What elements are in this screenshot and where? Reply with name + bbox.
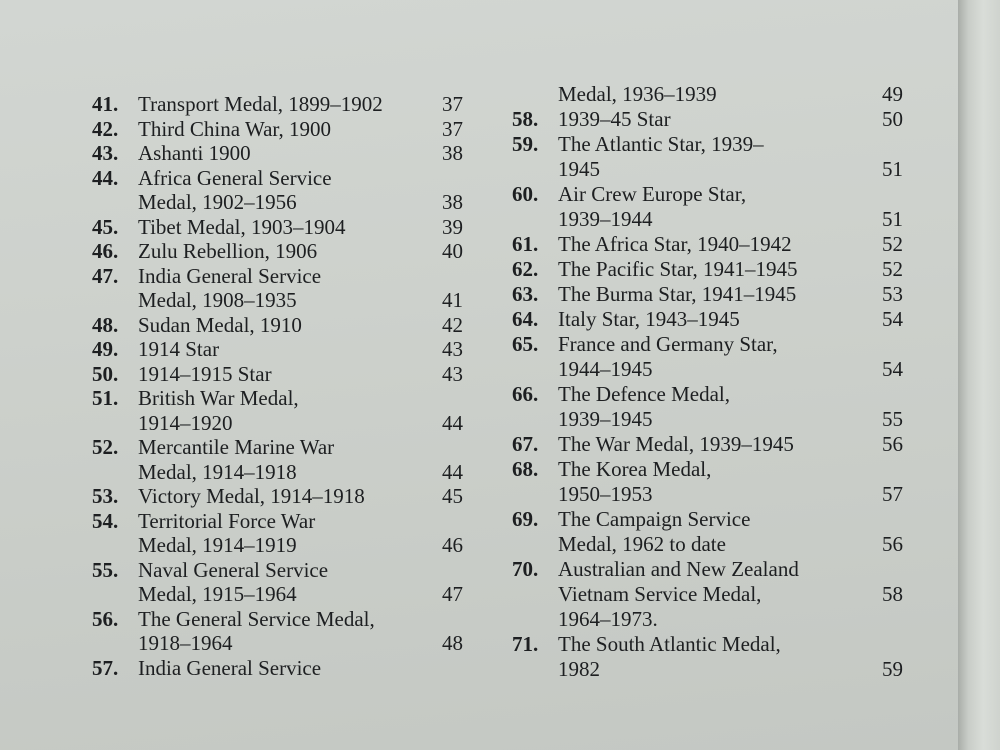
entry-number: 47. [92, 263, 119, 288]
contents-entry [92, 386, 552, 410]
contents-entry [512, 157, 972, 181]
contents-entry [512, 82, 972, 106]
contents-entry [512, 457, 972, 481]
entry-title: 1939–1944 [558, 207, 653, 231]
contents-entry [92, 141, 552, 165]
entry-page-number: 44 [442, 459, 463, 484]
entry-number: 50. [92, 361, 119, 386]
contents-entry [92, 362, 552, 386]
contents-entry [92, 264, 552, 288]
entry-title: Victory Medal, 1914–1918 [138, 484, 365, 508]
entry-page-number: 37 [442, 116, 463, 141]
contents-entry [512, 282, 972, 306]
contents-entry [92, 239, 552, 263]
contents-entry [512, 132, 972, 156]
contents-entry [512, 207, 972, 231]
entry-number: 63. [512, 282, 539, 306]
entry-page-number: 38 [442, 190, 463, 214]
contents-entry [92, 509, 552, 533]
entry-page-number: 53 [882, 282, 903, 306]
entry-number: 52. [92, 435, 119, 459]
contents-entry [512, 107, 972, 131]
entry-title: British War Medal, [138, 386, 299, 410]
contents-entry [92, 656, 552, 680]
entry-page-number: 40 [442, 239, 463, 263]
entry-page-number: 56 [882, 432, 903, 456]
entry-title: Tibet Medal, 1903–1904 [138, 214, 346, 239]
contents-entry [92, 533, 552, 557]
entry-title: The South Atlantic Medal, [558, 632, 781, 656]
entry-title: 1918–1964 [138, 631, 233, 655]
entry-title: Vietnam Service Medal, [558, 582, 762, 606]
contents-entry [512, 607, 972, 631]
contents-entry [92, 288, 552, 312]
entry-number: 51. [92, 386, 119, 410]
entry-number: 46. [92, 239, 119, 263]
contents-entry [92, 411, 552, 435]
entry-number: 68. [512, 457, 539, 481]
contents-entry [512, 582, 972, 606]
entry-title: 1914 Star [138, 337, 220, 361]
entry-page-number: 48 [442, 631, 463, 655]
contents-entry [512, 432, 972, 456]
contents-entry [92, 215, 552, 239]
entry-title: 1914–1915 Star [138, 361, 272, 386]
contents-entry [512, 182, 972, 206]
entry-title: Zulu Rebellion, 1906 [138, 239, 318, 263]
entry-title: Medal, 1908–1935 [138, 288, 297, 312]
entry-number: 54. [92, 508, 119, 533]
entry-title: The General Service Medal, [138, 606, 375, 631]
contents-entry [512, 257, 972, 281]
entry-number: 61. [512, 232, 539, 256]
entry-title: Transport Medal, 1899–1902 [138, 92, 383, 116]
contents-entry [512, 532, 972, 556]
entry-title: Australian and New Zealand [558, 557, 799, 581]
entry-page-number: 52 [882, 232, 903, 256]
entry-number: 49. [92, 337, 119, 361]
contents-entry [92, 582, 552, 606]
entry-title: Italy Star, 1943–1945 [558, 307, 740, 331]
entry-title: Naval General Service [138, 557, 329, 582]
entry-title: 1939–45 Star [558, 107, 671, 131]
entry-title: Africa General Service [138, 165, 332, 190]
entry-page-number: 52 [882, 257, 903, 281]
entry-title: Medal, 1902–1956 [138, 190, 297, 214]
entry-number: 57. [92, 655, 119, 680]
entry-page-number: 58 [882, 582, 903, 606]
contents-entry [92, 92, 552, 116]
contents-entry [92, 337, 552, 361]
contents-entry [92, 607, 552, 631]
entry-title: Medal, 1914–1919 [138, 533, 297, 557]
contents-entry [92, 117, 552, 141]
entry-number: 58. [512, 107, 539, 131]
contents-entry [512, 507, 972, 531]
contents-entry [512, 232, 972, 256]
entry-title: The War Medal, 1939–1945 [558, 432, 794, 456]
contents-entry [512, 632, 972, 656]
entry-page-number: 37 [442, 92, 463, 116]
entry-title: Ashanti 1900 [138, 141, 251, 165]
entry-page-number: 56 [882, 532, 903, 556]
entry-title: The Africa Star, 1940–1942 [558, 232, 792, 256]
contents-entry [92, 435, 552, 459]
entry-number: 69. [512, 507, 539, 531]
entry-title: 1944–1945 [558, 357, 653, 381]
entry-number: 71. [512, 632, 539, 656]
entry-number: 41. [92, 92, 119, 116]
entry-page-number: 57 [882, 482, 903, 506]
entry-page-number: 49 [882, 82, 903, 106]
entry-number: 42. [92, 116, 119, 141]
contents-entry [512, 332, 972, 356]
entry-title: Medal, 1914–1918 [138, 459, 297, 484]
entry-title: Mercantile Marine War [138, 435, 335, 459]
entry-title: 1945 [558, 157, 600, 181]
entry-title: 1964–1973. [558, 607, 658, 631]
entry-page-number: 39 [442, 214, 463, 239]
contents-entry [512, 657, 972, 681]
entry-page-number: 51 [882, 207, 903, 231]
entry-number: 67. [512, 432, 539, 456]
entry-number: 48. [92, 312, 119, 337]
entry-number: 45. [92, 214, 119, 239]
contents-entry [512, 482, 972, 506]
entry-title: 1982 [558, 657, 600, 681]
entry-page-number: 45 [442, 484, 463, 508]
entry-title: 1914–1920 [138, 410, 233, 435]
contents-entry [92, 484, 552, 508]
entry-title: Territorial Force War [138, 508, 316, 533]
entry-number: 62. [512, 257, 539, 281]
entry-page-number: 43 [442, 361, 463, 386]
entry-title: The Pacific Star, 1941–1945 [558, 257, 798, 281]
entry-title: France and Germany Star, [558, 332, 778, 356]
entry-title: Medal, 1936–1939 [558, 82, 717, 106]
entry-page-number: 38 [442, 141, 463, 165]
entry-page-number: 44 [442, 410, 463, 435]
contents-entry [512, 557, 972, 581]
entry-number: 64. [512, 307, 539, 331]
entry-number: 60. [512, 182, 539, 206]
entry-title: The Campaign Service [558, 507, 751, 531]
entry-page-number: 43 [442, 337, 463, 361]
entry-page-number: 54 [882, 307, 903, 331]
entry-number: 53. [92, 484, 119, 508]
entry-title: 1950–1953 [558, 482, 653, 506]
entry-title: Air Crew Europe Star, [558, 182, 747, 206]
entry-title: Medal, 1962 to date [558, 532, 726, 556]
entry-title: India General Service [138, 263, 322, 288]
entry-title: 1939–1945 [558, 407, 653, 431]
entry-page-number: 55 [882, 407, 903, 431]
entry-title: The Burma Star, 1941–1945 [558, 282, 797, 306]
entry-page-number: 51 [882, 157, 903, 181]
entry-page-number: 47 [442, 582, 463, 606]
contents-entry [92, 313, 552, 337]
entry-number: 56. [92, 606, 119, 631]
entry-title: Medal, 1915–1964 [138, 582, 297, 606]
contents-entry [92, 190, 552, 214]
contents-entry [92, 166, 552, 190]
entry-title: The Defence Medal, [558, 382, 730, 406]
entry-number: 70. [512, 557, 539, 581]
contents-entry [92, 631, 552, 655]
contents-entry [512, 407, 972, 431]
contents-entry [512, 307, 972, 331]
contents-entry [512, 357, 972, 381]
entry-page-number: 50 [882, 107, 903, 131]
entry-title: The Atlantic Star, 1939– [558, 132, 764, 156]
entry-number: 55. [92, 557, 119, 582]
entry-page-number: 59 [882, 657, 903, 681]
entry-title: The Korea Medal, [558, 457, 712, 481]
contents-entry [512, 382, 972, 406]
entry-number: 59. [512, 132, 539, 156]
entry-number: 65. [512, 332, 539, 356]
entry-title: Sudan Medal, 1910 [138, 312, 302, 337]
entry-number: 44. [92, 165, 119, 190]
page-edge [958, 0, 1000, 750]
entry-page-number: 41 [442, 288, 463, 312]
entry-number: 66. [512, 382, 539, 406]
contents-entry [92, 558, 552, 582]
entry-title: Third China War, 1900 [138, 116, 332, 141]
entry-page-number: 42 [442, 312, 463, 337]
entry-title: India General Service [138, 655, 322, 680]
entry-page-number: 46 [442, 533, 463, 557]
contents-entry [92, 460, 552, 484]
entry-page-number: 54 [882, 357, 903, 381]
entry-number: 43. [92, 141, 119, 165]
